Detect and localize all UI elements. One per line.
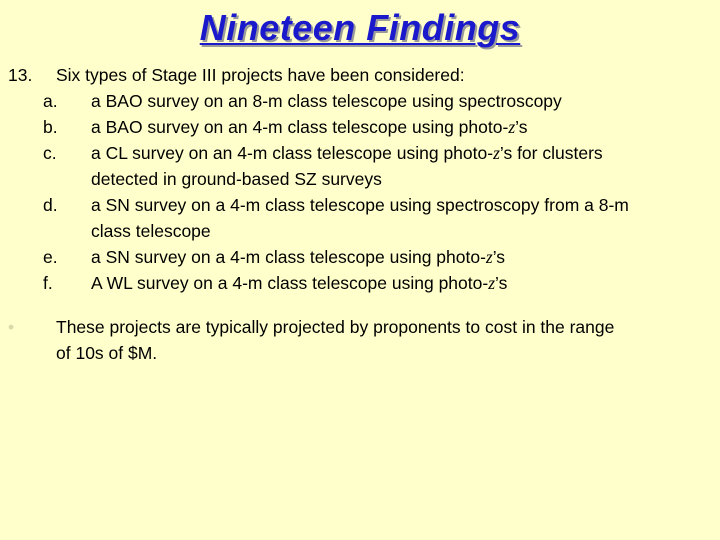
- note-text: These projects are typically projected by proponents to cost in the range: [56, 317, 615, 337]
- note-marker: •: [8, 317, 15, 337]
- list-item: [0, 88, 720, 114]
- slide-body: [0, 62, 720, 366]
- list-item-text: a SN survey on a 4-m class telescope using photo-z’s: [91, 247, 506, 267]
- list-item: [0, 140, 720, 166]
- finding-number: 13.: [8, 65, 33, 85]
- list-item-text: a BAO survey on an 8-m class telescope using spectroscopy: [91, 91, 562, 111]
- list-item-letter: b.: [43, 117, 58, 137]
- list-item: [0, 270, 720, 296]
- list-item-letter: e.: [43, 247, 58, 267]
- list-item-continuation: [0, 218, 720, 244]
- list-item-letter: c.: [43, 143, 57, 163]
- list-item-text: detected in ground-based SZ surveys: [91, 169, 382, 189]
- note-text: of 10s of $M.: [56, 343, 158, 363]
- list-item: [0, 192, 720, 218]
- list-item-text: a BAO survey on an 4-m class telescope using photo-z’s: [91, 117, 528, 137]
- list-item-letter: f.: [43, 273, 53, 293]
- list-item: [0, 114, 720, 140]
- list-item-letter: d.: [43, 195, 58, 215]
- finding-lead-row: [0, 62, 720, 88]
- list-item-text: class telescope: [91, 221, 211, 241]
- note-row: [0, 314, 720, 340]
- list-item: [0, 244, 720, 270]
- list-item-text: a CL survey on an 4-m class telescope using photo-z’s for clusters: [91, 143, 603, 163]
- list-item-continuation: [0, 166, 720, 192]
- list-item-text: a SN survey on a 4-m class telescope using spectroscopy from a 8-m: [91, 195, 629, 215]
- list-item-text: A WL survey on a 4-m class telescope using photo-z’s: [91, 273, 508, 293]
- list-item-letter: a.: [43, 91, 58, 111]
- slide-title: Nineteen Findings: [199, 7, 521, 48]
- note-row-continuation: [0, 340, 720, 366]
- finding-lead: Six types of Stage III projects have been considered:: [56, 65, 465, 85]
